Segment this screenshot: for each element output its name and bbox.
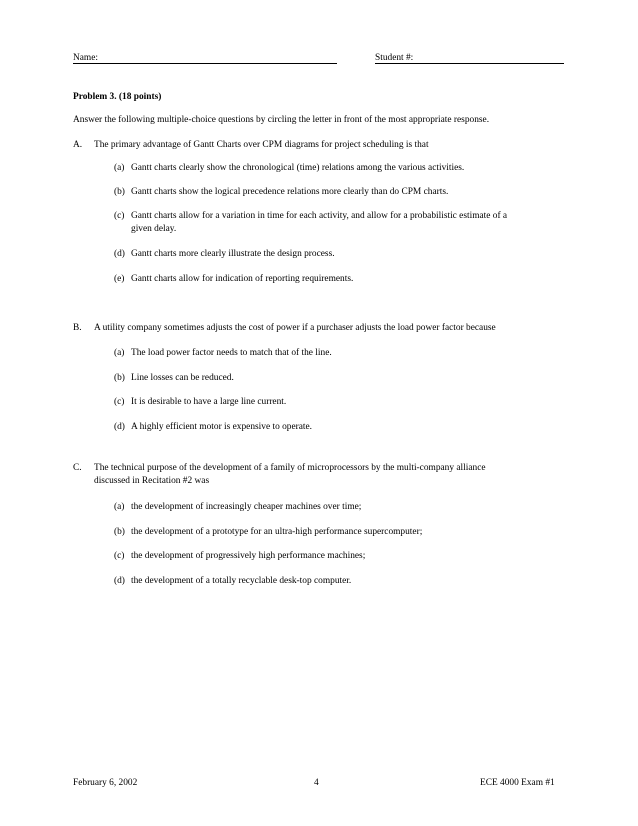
question-stem: The technical purpose of the development of a family of microprocessors by the multi-company alliance [94,463,486,473]
name-blank [73,63,337,64]
option-letter: (c) [114,551,125,561]
option-letter: (b) [114,373,125,383]
option-text: A highly efficient motor is expensive to operate. [131,422,313,432]
option-text: The load power factor needs to match that of the line. [131,348,332,358]
question-letter: B. [73,323,82,333]
footer-exam-title: ECE 4000 Exam #1 [480,778,555,788]
question-stem: A utility company sometimes adjusts the cost of power if a purchaser adjusts the load power factor because [94,323,496,333]
option-text: It is desirable to have a large line current. [131,397,287,407]
footer-date: February 6, 2002 [73,778,138,788]
option-text-continued: given delay. [131,224,177,234]
option-text: Gantt charts clearly show the chronological (time) relations among the various activities. [131,163,465,173]
option-text: the development of increasingly cheaper machines over time; [131,502,362,512]
student-number-label: Student #: [375,53,414,63]
option-letter: (e) [114,274,125,284]
option-text: Line losses can be reduced. [131,373,234,383]
option-letter: (a) [114,163,125,173]
option-letter: (a) [114,502,125,512]
option-text: Gantt charts allow for indication of reporting requirements. [131,274,354,284]
option-letter: (d) [114,576,125,586]
option-letter: (c) [114,211,125,221]
option-letter: (d) [114,249,125,259]
option-text: the development of progressively high performance machines; [131,551,366,561]
option-letter: (b) [114,527,125,537]
student-number-blank [375,63,564,64]
option-text: Gantt charts allow for a variation in time for each activity, and allow for a probabilistic estimate of a [131,211,508,221]
question-stem-continued: discussed in Recitation #2 was [94,476,210,486]
question-letter: C. [73,463,82,473]
problem-instructions: Answer the following multiple-choice questions by circling the letter in front of the most appropriate response. [73,115,490,125]
question-stem: The primary advantage of Gantt Charts over CPM diagrams for project scheduling is that [94,140,429,150]
option-text: Gantt charts more clearly illustrate the design process. [131,249,335,259]
option-letter: (d) [114,422,125,432]
option-text: Gantt charts show the logical precedence relations more clearly than do CPM charts. [131,187,449,197]
option-text: the development of a prototype for an ultra-high performance supercomputer; [131,527,423,537]
option-text: the development of a totally recyclable desk-top computer. [131,576,352,586]
name-label: Name: [73,53,98,63]
page-number: 4 [314,778,319,788]
option-letter: (a) [114,348,125,358]
option-letter: (c) [114,397,125,407]
option-letter: (b) [114,187,125,197]
problem-title: Problem 3. (18 points) [73,92,162,102]
question-letter: A. [73,140,83,150]
